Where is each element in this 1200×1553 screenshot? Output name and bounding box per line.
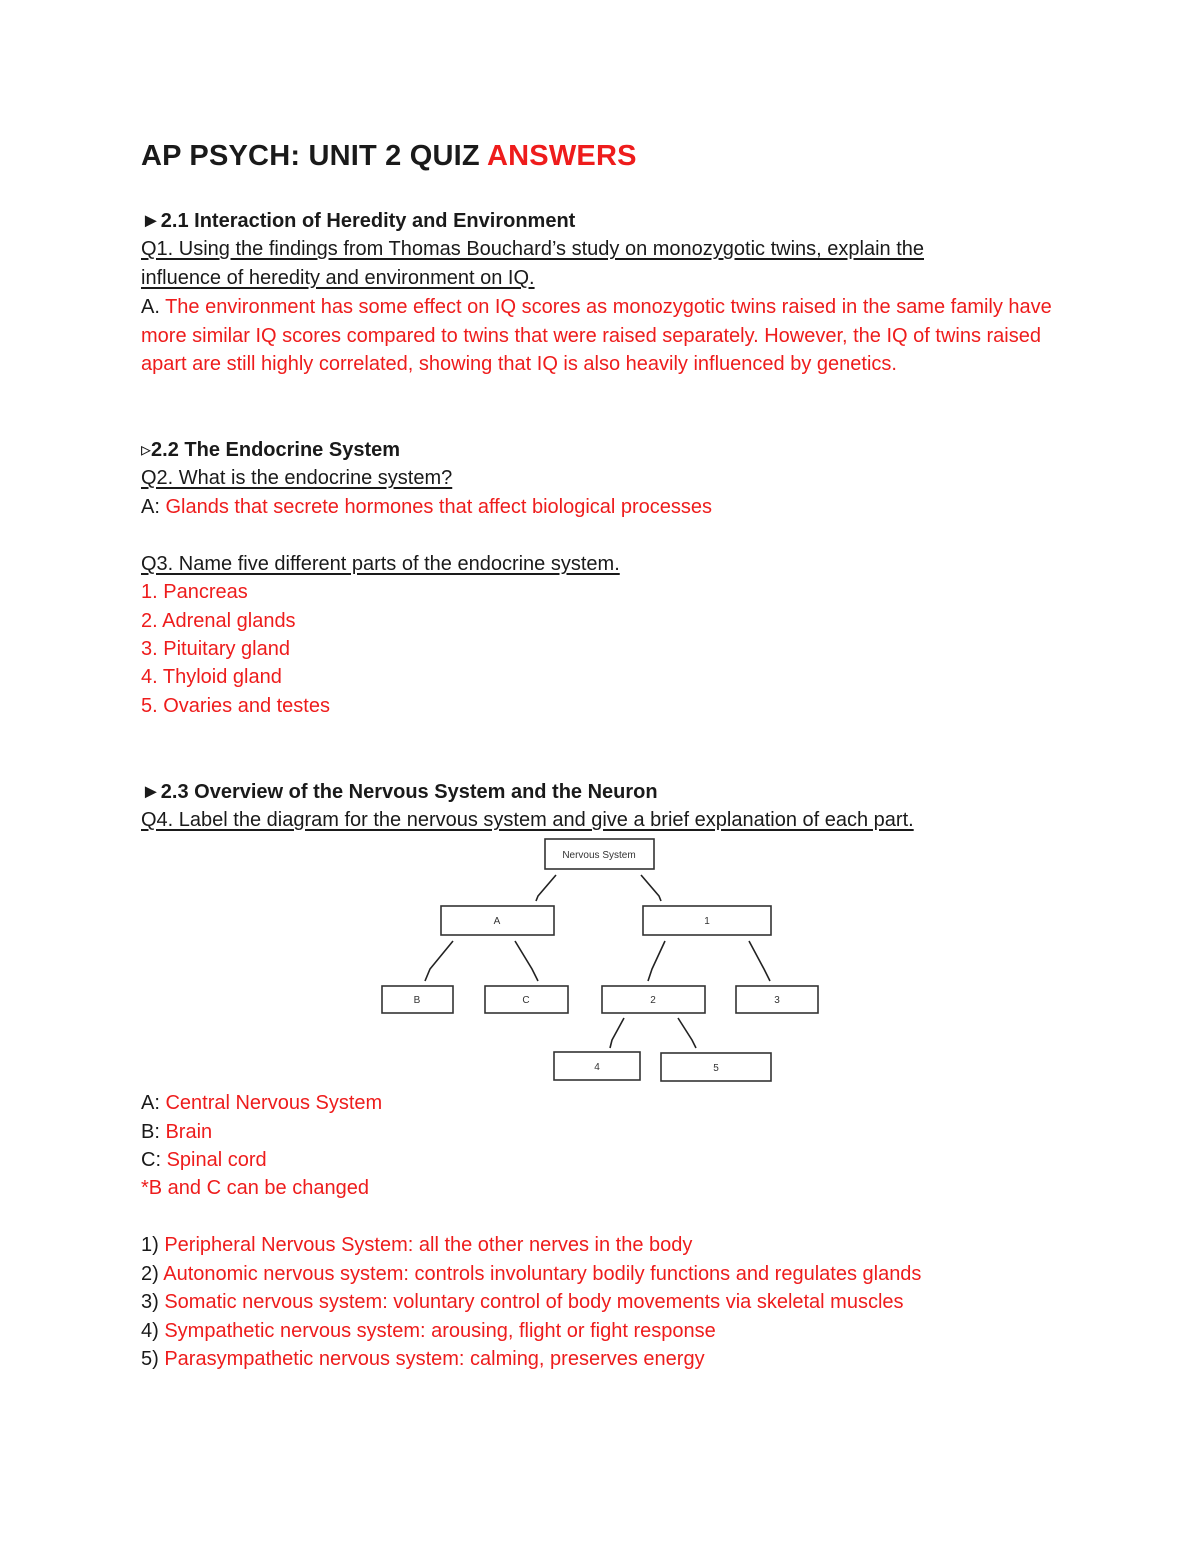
answer-number-2-prefix: 2) — [141, 1263, 164, 1285]
answer-letter-c-text: Spinal cord — [166, 1149, 267, 1171]
diagram-connector-1-2 — [648, 941, 665, 981]
endocrine-part-2: 2. Adrenal glands — [141, 610, 296, 632]
answer-letter-a-text: Central Nervous System — [165, 1092, 383, 1114]
title-prefix: AP PSYCH: UNIT 2 QUIZ — [141, 140, 487, 172]
answer-number-5-prefix: 5) — [141, 1348, 165, 1370]
endocrine-part-5: 5. Ovaries and testes — [141, 695, 330, 717]
endocrine-part-4: 4. Thyloid gland — [141, 666, 282, 688]
answer-letter-c-prefix: C: — [141, 1149, 167, 1171]
section-heading-2-2: ▹2.2 The Endocrine System — [141, 439, 401, 461]
answer-2-prefix: A: — [141, 496, 166, 518]
diagram-connector-root-1 — [641, 875, 661, 901]
answer-letter-a-prefix: A: — [141, 1092, 166, 1114]
diagram-label-1: 1 — [704, 916, 710, 927]
question-1-line-1: Q1. Using the findings from Thomas Bouchard’s study on monozygotic twins, explain the — [141, 238, 924, 260]
endocrine-part-3: 3. Pituitary gland — [141, 638, 290, 660]
answer-number-2-text: Autonomic nervous system: controls involuntary bodily functions and regulates glands — [163, 1263, 922, 1285]
diagram-connector-root-a — [536, 875, 556, 901]
answer-number-1-prefix: 1) — [141, 1234, 165, 1256]
diagram-label-5: 5 — [713, 1063, 719, 1074]
question-1-line-2: influence of heredity and environment on IQ. — [141, 267, 535, 289]
section-heading-2-3: ►2.3 Overview of the Nervous System and the Neuron — [141, 781, 658, 803]
diagram-label-c: C — [522, 995, 530, 1006]
diagram-label-root: Nervous System — [562, 850, 636, 861]
answer-number-4-prefix: 4) — [141, 1320, 165, 1342]
diagram-label-4: 4 — [594, 1062, 600, 1073]
diagram-label-3: 3 — [774, 995, 780, 1006]
answer-number-5-text: Parasympathetic nervous system: calming, preserves energy — [164, 1348, 705, 1370]
answer-number-1-text: Peripheral Nervous System: all the other nerves in the body — [164, 1234, 693, 1256]
diagram-connector-a-c — [515, 941, 538, 981]
diagram-connector-2-4 — [610, 1018, 624, 1048]
answer-number-3-prefix: 3) — [141, 1291, 165, 1313]
question-4: Q4. Label the diagram for the nervous system and give a brief explanation of each part. — [141, 809, 914, 831]
answer-note: *B and C can be changed — [141, 1177, 369, 1199]
question-3: Q3. Name five different parts of the endocrine system. — [141, 553, 620, 575]
diagram-label-b: B — [413, 995, 421, 1006]
endocrine-part-1: 1. Pancreas — [141, 581, 248, 603]
answer-2-text: Glands that secrete hormones that affect biological processes — [165, 496, 713, 518]
answer-letter-b-text: Brain — [165, 1121, 213, 1143]
answer-number-3-text: Somatic nervous system: voluntary control of body movements via skeletal muscles — [164, 1291, 904, 1313]
diagram-connector-1-3 — [749, 941, 770, 981]
answer-1-text: The environment has some effect on IQ scores as monozygotic twins raised in the same family have more similar IQ scores compared to twins that were raised separately. However, the IQ of twins raised apart are still highly correlated, showing that IQ is also heavily influenced by genetics. — [141, 296, 1052, 375]
diagram-label-a: A — [493, 916, 501, 927]
diagram-connector-2-5 — [678, 1018, 696, 1048]
answer-1-prefix: A. — [141, 296, 166, 318]
question-2: Q2. What is the endocrine system? — [141, 467, 453, 489]
title-answers: ANSWERS — [487, 140, 637, 172]
diagram-label-2: 2 — [650, 995, 656, 1006]
section-heading-2-1: ►2.1 Interaction of Heredity and Environment — [141, 210, 576, 232]
answer-number-4-text: Sympathetic nervous system: arousing, flight or fight response — [164, 1320, 716, 1342]
answer-letter-b-prefix: B: — [141, 1121, 166, 1143]
diagram-connector-a-b — [425, 941, 453, 981]
